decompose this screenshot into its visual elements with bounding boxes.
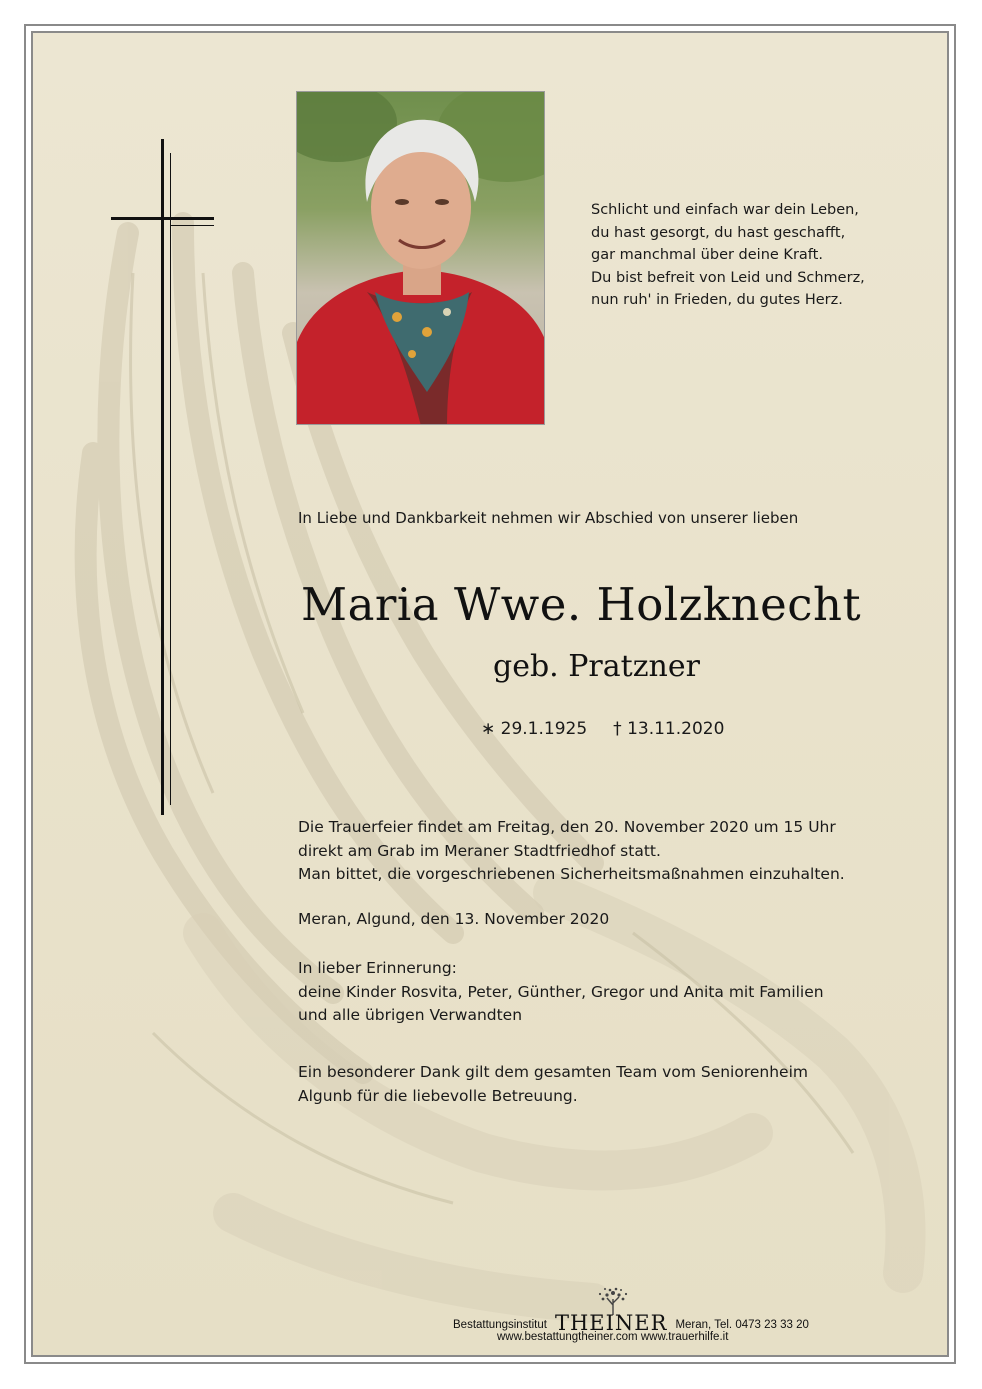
thanks-line: Ein besonderer Dank gilt dem gesamten Team vom Seniorenheim <box>298 1063 809 1081</box>
funeral-details <box>298 816 845 887</box>
funeral-line: direkt am Grab im Meraner Stadtfriedhof statt. <box>298 841 661 860</box>
obituary-card <box>31 31 949 1357</box>
funeral-line: Die Trauerfeier findet am Freitag, den 20. November 2020 um 15 Uhr <box>298 818 836 836</box>
mourners-line: In lieber Erinnerung: <box>298 959 457 977</box>
memorial-poem <box>591 199 891 312</box>
place-and-date <box>298 908 609 932</box>
cross-horizontal-thin-line <box>170 225 214 226</box>
place-date-line: Meran, Algund, den 13. November 2020 <box>298 910 610 928</box>
funeral-home-websites: www.bestattungtheiner.com www.trauerhilfe.it <box>497 1331 729 1343</box>
cross-horizontal-bar <box>111 217 214 220</box>
portrait-photo <box>296 91 545 425</box>
thanks-note <box>298 1061 808 1108</box>
funeral-line: Man bittet, die vorgeschriebenen Sicherheitsmaßnahmen einzuhalten. <box>298 865 845 883</box>
poem-line: gar manchmal über deine Kraft. <box>591 247 823 263</box>
poem-line: nun ruh' in Frieden, du gutes Herz. <box>591 292 843 308</box>
mourners-line: und alle übrigen Verwandten <box>298 1006 523 1024</box>
mourners-line: deine Kinder Rosvita, Peter, Günther, Gregor und Anita mit Familien <box>298 982 824 1001</box>
life-dates <box>481 719 724 739</box>
portrait-illustration <box>297 92 545 425</box>
cross-vertical-bar <box>161 139 164 815</box>
thanks-line: Algunb für die liebevolle Betreuung. <box>298 1086 578 1105</box>
birth-date: ∗ 29.1.1925 <box>481 719 588 739</box>
intro-text: In Liebe und Dankbarkeit nehmen wir Abschied von unserer lieben <box>298 509 799 527</box>
cross-vertical-thin-line <box>170 153 171 805</box>
birth-name: geb. Pratzner <box>493 649 700 684</box>
death-date: † 13.11.2020 <box>613 719 725 739</box>
deceased-name: Maria Wwe. Holzknecht <box>301 578 862 631</box>
mourners-list <box>298 957 824 1028</box>
funeral-home-prefix: Bestattungsinstitut <box>453 1319 547 1331</box>
poem-line: du hast gesorgt, du hast geschafft, <box>591 224 846 241</box>
poem-line: Du bist befreit von Leid und Schmerz, <box>591 269 865 286</box>
funeral-home-brand: THEINER <box>554 1311 668 1335</box>
funeral-home-contact: Meran, Tel. 0473 23 33 20 <box>675 1319 809 1331</box>
poem-line: Schlicht und einfach war dein Leben, <box>591 202 859 218</box>
